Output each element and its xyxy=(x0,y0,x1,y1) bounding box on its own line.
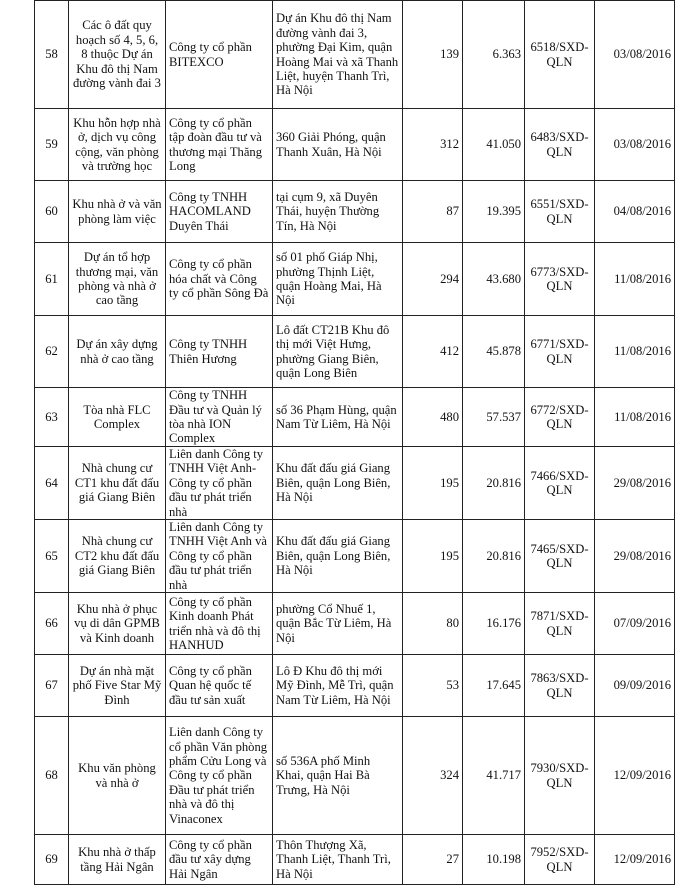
investor: Công ty cổ phần BITEXCO xyxy=(166,1,273,109)
investor: Công ty TNHH HACOMLAND Duyên Thái xyxy=(166,181,273,243)
issue-date: 11/08/2016 xyxy=(595,388,675,447)
row-number: 64 xyxy=(35,447,69,520)
unit-count: 324 xyxy=(403,717,463,835)
table-row xyxy=(35,447,675,520)
table-row xyxy=(35,717,675,835)
floor-area: 41.050 xyxy=(463,109,525,181)
project-name: Dự án tổ hợp thương mại, văn phòng và nhà ở cao tầng xyxy=(69,243,166,316)
floor-area: 41.717 xyxy=(463,717,525,835)
project-name: Khu nhà ở thấp tầng Hải Ngân xyxy=(69,835,166,885)
investor: Liên danh Công ty TNHH Việt Anh-Công ty cổ phần đầu tư phát triển nhà xyxy=(166,447,273,520)
floor-area: 20.816 xyxy=(463,520,525,593)
floor-area: 6.363 xyxy=(463,1,525,109)
issue-date: 11/08/2016 xyxy=(595,243,675,316)
unit-count: 80 xyxy=(403,593,463,655)
location: tại cụm 9, xã Duyên Thái, huyện Thường Tín, Hà Nội xyxy=(273,181,403,243)
table-row xyxy=(35,388,675,447)
project-name: Dự án xây dựng nhà ở cao tầng xyxy=(69,316,166,388)
location: Lô Đ Khu đô thị mới Mỹ Đình, Mễ Trì, quận Nam Từ Liêm, Hà Nội xyxy=(273,655,403,717)
document-number: 7871/SXD-QLN xyxy=(525,593,595,655)
project-name: Nhà chung cư CT2 khu đất đấu giá Giang Biên xyxy=(69,520,166,593)
floor-area: 17.645 xyxy=(463,655,525,717)
investor: Công ty cổ phần Kinh doanh Phát triển nhà và đô thị HANHUD xyxy=(166,593,273,655)
location: phường Cổ Nhuế 1, quận Bắc Từ Liêm, Hà Nội xyxy=(273,593,403,655)
investor: Công ty cổ phần đầu tư xây dựng Hải Ngân xyxy=(166,835,273,885)
document-number: 7466/SXD-QLN xyxy=(525,447,595,520)
project-name: Khu nhà ở và văn phòng làm việc xyxy=(69,181,166,243)
document-number: 7952/SXD-QLN xyxy=(525,835,595,885)
unit-count: 87 xyxy=(403,181,463,243)
table-row xyxy=(35,316,675,388)
document-number: 6771/SXD-QLN xyxy=(525,316,595,388)
issue-date: 29/08/2016 xyxy=(595,447,675,520)
table-row xyxy=(35,243,675,316)
project-name: Khu hỗn hợp nhà ở, dịch vụ công cộng, văn phòng và trường học xyxy=(69,109,166,181)
issue-date: 04/08/2016 xyxy=(595,181,675,243)
issue-date: 07/09/2016 xyxy=(595,593,675,655)
document-number: 7930/SXD-QLN xyxy=(525,717,595,835)
project-name: Khu văn phòng và nhà ở xyxy=(69,717,166,835)
table-row xyxy=(35,520,675,593)
project-name: Nhà chung cư CT1 khu đất đấu giá Giang Biên xyxy=(69,447,166,520)
table-row xyxy=(35,1,675,109)
location: Khu đất đấu giá Giang Biên, quận Long Biên, Hà Nội xyxy=(273,520,403,593)
location: số 01 phố Giáp Nhị, phường Thịnh Liệt, quận Hoàng Mai, Hà Nội xyxy=(273,243,403,316)
investor: Công ty TNHH Đầu tư và Quản lý tòa nhà ION Complex xyxy=(166,388,273,447)
investor: Liên danh Công ty cổ phần Văn phòng phẩm Cửu Long và Công ty cổ phần Đầu tư phát triển nhà và đô thị Vinaconex xyxy=(166,717,273,835)
floor-area: 43.680 xyxy=(463,243,525,316)
location: số 36 Phạm Hùng, quận Nam Từ Liêm, Hà Nội xyxy=(273,388,403,447)
document-number: 6551/SXD-QLN xyxy=(525,181,595,243)
document-number: 6773/SXD-QLN xyxy=(525,243,595,316)
unit-count: 27 xyxy=(403,835,463,885)
floor-area: 10.198 xyxy=(463,835,525,885)
project-name: Khu nhà ở phục vụ di dân GPMB và Kinh doanh xyxy=(69,593,166,655)
unit-count: 412 xyxy=(403,316,463,388)
location: Lô đất CT21B Khu đô thị mới Việt Hưng, phường Giang Biên, quận Long Biên xyxy=(273,316,403,388)
floor-area: 16.176 xyxy=(463,593,525,655)
row-number: 61 xyxy=(35,243,69,316)
location: số 536A phố Minh Khai, quận Hai Bà Trưng, Hà Nội xyxy=(273,717,403,835)
issue-date: 29/08/2016 xyxy=(595,520,675,593)
document-number: 6518/SXD-QLN xyxy=(525,1,595,109)
investor: Công ty cổ phần hóa chất và Công ty cổ phần Sông Đà xyxy=(166,243,273,316)
row-number: 62 xyxy=(35,316,69,388)
table-row xyxy=(35,109,675,181)
investor: Công ty cổ phần Quan hệ quốc tế đầu tư sản xuất xyxy=(166,655,273,717)
housing-project-table xyxy=(34,0,675,885)
unit-count: 53 xyxy=(403,655,463,717)
location: Dự án Khu đô thị Nam đường vành đai 3, phường Đại Kim, quận Hoàng Mai và xã Thanh Liệt, huyện Thanh Trì, Hà Nội xyxy=(273,1,403,109)
project-name: Các ô đất quy hoạch số 4, 5, 6, 8 thuộc Dự án Khu đô thị Nam đường vành đai 3 xyxy=(69,1,166,109)
floor-area: 57.537 xyxy=(463,388,525,447)
row-number: 66 xyxy=(35,593,69,655)
issue-date: 12/09/2016 xyxy=(595,835,675,885)
investor: Công ty TNHH Thiên Hương xyxy=(166,316,273,388)
floor-area: 19.395 xyxy=(463,181,525,243)
unit-count: 294 xyxy=(403,243,463,316)
document-number: 6772/SXD-QLN xyxy=(525,388,595,447)
row-number: 69 xyxy=(35,835,69,885)
location: Khu đất đấu giá Giang Biên, quận Long Biên, Hà Nội xyxy=(273,447,403,520)
investor: Công ty cổ phần tập đoàn đầu tư và thương mại Thăng Long xyxy=(166,109,273,181)
project-name: Tòa nhà FLC Complex xyxy=(69,388,166,447)
table-row xyxy=(35,835,675,885)
document-number: 6483/SXD-QLN xyxy=(525,109,595,181)
issue-date: 11/08/2016 xyxy=(595,316,675,388)
unit-count: 139 xyxy=(403,1,463,109)
issue-date: 09/09/2016 xyxy=(595,655,675,717)
row-number: 60 xyxy=(35,181,69,243)
unit-count: 195 xyxy=(403,520,463,593)
issue-date: 03/08/2016 xyxy=(595,109,675,181)
unit-count: 480 xyxy=(403,388,463,447)
table-row xyxy=(35,655,675,717)
document-number: 7465/SXD-QLN xyxy=(525,520,595,593)
row-number: 58 xyxy=(35,1,69,109)
document-number: 7863/SXD-QLN xyxy=(525,655,595,717)
row-number: 68 xyxy=(35,717,69,835)
floor-area: 45.878 xyxy=(463,316,525,388)
row-number: 65 xyxy=(35,520,69,593)
table-row xyxy=(35,593,675,655)
row-number: 67 xyxy=(35,655,69,717)
issue-date: 03/08/2016 xyxy=(595,1,675,109)
unit-count: 195 xyxy=(403,447,463,520)
issue-date: 12/09/2016 xyxy=(595,717,675,835)
project-name: Dự án nhà mặt phố Five Star Mỹ Đình xyxy=(69,655,166,717)
location: Thôn Thượng Xã, Thanh Liệt, Thanh Trì, Hà Nội xyxy=(273,835,403,885)
investor: Liên danh Công ty TNHH Việt Anh và Công ty cổ phần đầu tư phát triển nhà xyxy=(166,520,273,593)
row-number: 59 xyxy=(35,109,69,181)
row-number: 63 xyxy=(35,388,69,447)
floor-area: 20.816 xyxy=(463,447,525,520)
table-row xyxy=(35,181,675,243)
location: 360 Giải Phóng, quận Thanh Xuân, Hà Nội xyxy=(273,109,403,181)
unit-count: 312 xyxy=(403,109,463,181)
